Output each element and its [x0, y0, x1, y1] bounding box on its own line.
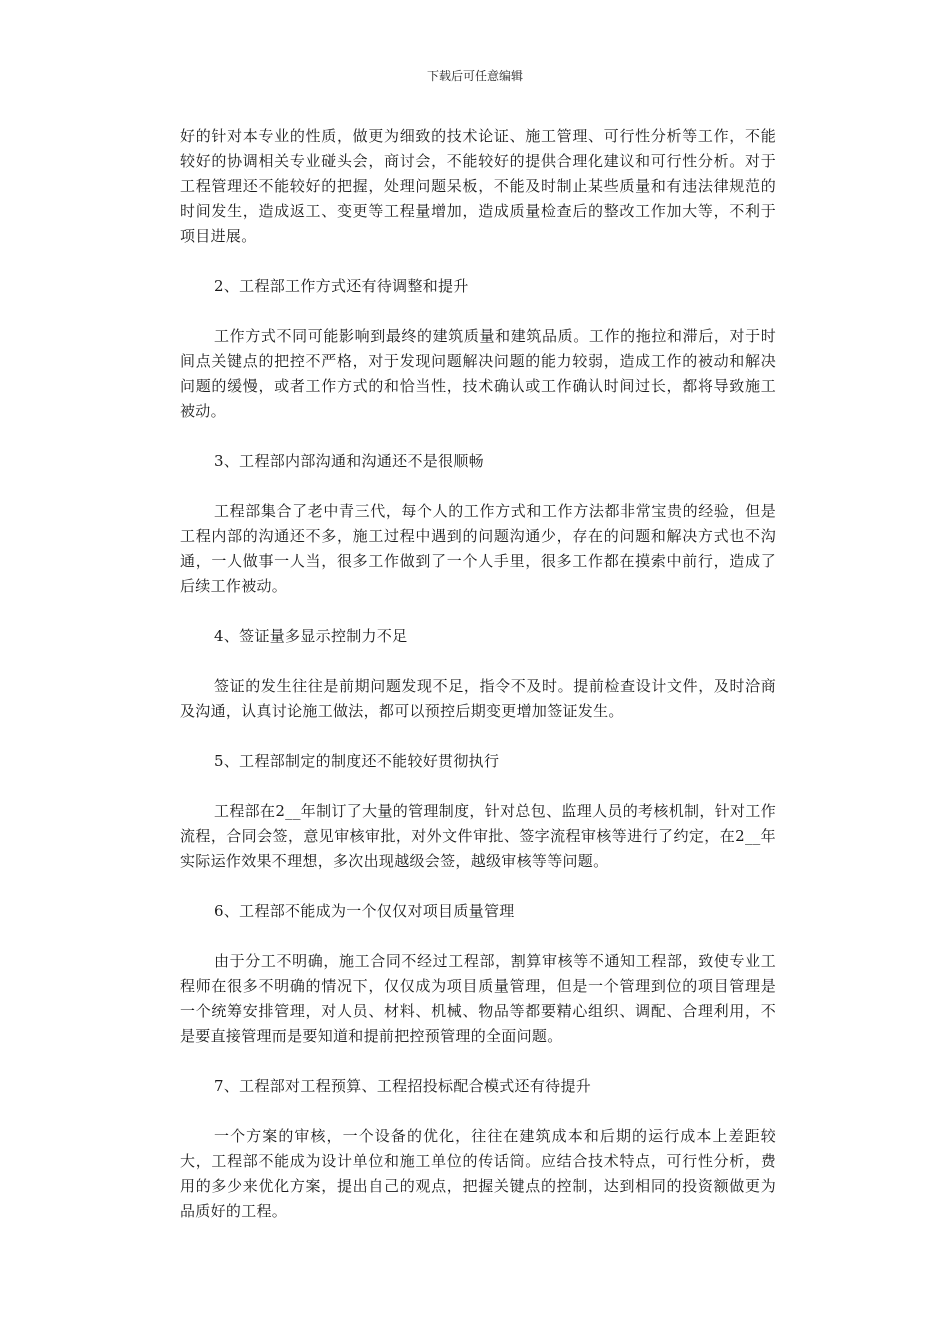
spacer — [180, 474, 776, 499]
spacer — [180, 424, 776, 449]
paragraph-section-2: 工作方式不同可能影响到最终的建筑质量和建筑品质。工作的拖拉和滞后，对于时间点关键点的把控不严格，对于发现问题解决问题的能力较弱，造成工作的被动和解决问题的缓慢，或者工作方式的和恰当性，技术确认或工作确认时间过长，都将导致施工被动。 — [180, 327, 776, 420]
spacer — [180, 724, 776, 749]
section-heading-6: 6、工程部不能成为一个仅仅对项目质量管理 — [214, 902, 515, 920]
spacer — [180, 1099, 776, 1124]
paragraph-section-4: 签证的发生往往是前期问题发现不足，指令不及时。提前检查设计文件，及时洽商及沟通，认真讨论施工做法，都可以预控后期变更增加签证发生。 — [180, 677, 776, 720]
spacer — [180, 599, 776, 624]
document-body — [180, 124, 776, 1224]
section-heading-2: 2、工程部工作方式还有待调整和提升 — [214, 277, 469, 295]
spacer — [180, 924, 776, 949]
spacer — [180, 249, 776, 274]
spacer — [180, 299, 776, 324]
spacer — [180, 649, 776, 674]
spacer — [180, 774, 776, 799]
section-heading-7: 7、工程部对工程预算、工程招投标配合模式还有待提升 — [214, 1077, 592, 1095]
paragraph-section-3: 工程部集合了老中青三代，每个人的工作方式和工作方法都非常宝贵的经验，但是工程内部的沟通还不多，施工过程中遇到的问题沟通少，存在的问题和解决方式也不沟通，一人做事一人当，很多工作做到了一个人手里，很多工作都在摸索中前行，造成了后续工作被动。 — [180, 502, 776, 595]
section-heading-4: 4、签证量多显示控制力不足 — [214, 627, 408, 645]
section-heading-5: 5、工程部制定的制度还不能较好贯彻执行 — [214, 752, 500, 770]
section-heading-3: 3、工程部内部沟通和沟通还不是很顺畅 — [214, 452, 484, 470]
page-header: 下载后可任意编辑 — [426, 69, 523, 83]
paragraph-section-6: 由于分工不明确，施工合同不经过工程部，割算审核等不通知工程部，致使专业工程师在很多不明确的情况下，仅仅成为项目质量管理，但是一个管理到位的项目管理是一个统筹安排管理，对人员、材料、机械、物品等都要精心组织、调配、合理利用，不是要直接管理而是要知道和提前把控预管理的全面问题。 — [180, 952, 776, 1045]
paragraph-intro-continued: 好的针对本专业的性质，做更为细致的技术论证、施工管理、可行性分析等工作，不能较好的协调相关专业碰头会，商讨会，不能较好的提供合理化建议和可行性分析。对于工程管理还不能较好的把握，处理问题呆板，不能及时制止某些质量和有违法律规范的时间发生，造成返工、变更等工程量增加，造成质量检查后的整改工作加大等，不利于项目进展。 — [180, 127, 776, 245]
paragraph-section-5: 工程部在2__年制订了大量的管理制度，针对总包、监理人员的考核机制，针对工作流程，合同会签，意见审核审批，对外文件审批、签字流程审核等进行了约定，在2__年实际运作效果不理想，多次出现越级会签，越级审核等等问题。 — [180, 802, 776, 870]
paragraph-section-7: 一个方案的审核，一个设备的优化，往往在建筑成本和后期的运行成本上差距较大，工程部不能成为设计单位和施工单位的传话筒。应结合技术特点，可行性分析，费用的多少来优化方案，提出自己的观点，把握关键点的控制，达到相同的投资额做更为品质好的工程。 — [180, 1127, 776, 1220]
spacer — [180, 874, 776, 899]
spacer — [180, 1049, 776, 1074]
